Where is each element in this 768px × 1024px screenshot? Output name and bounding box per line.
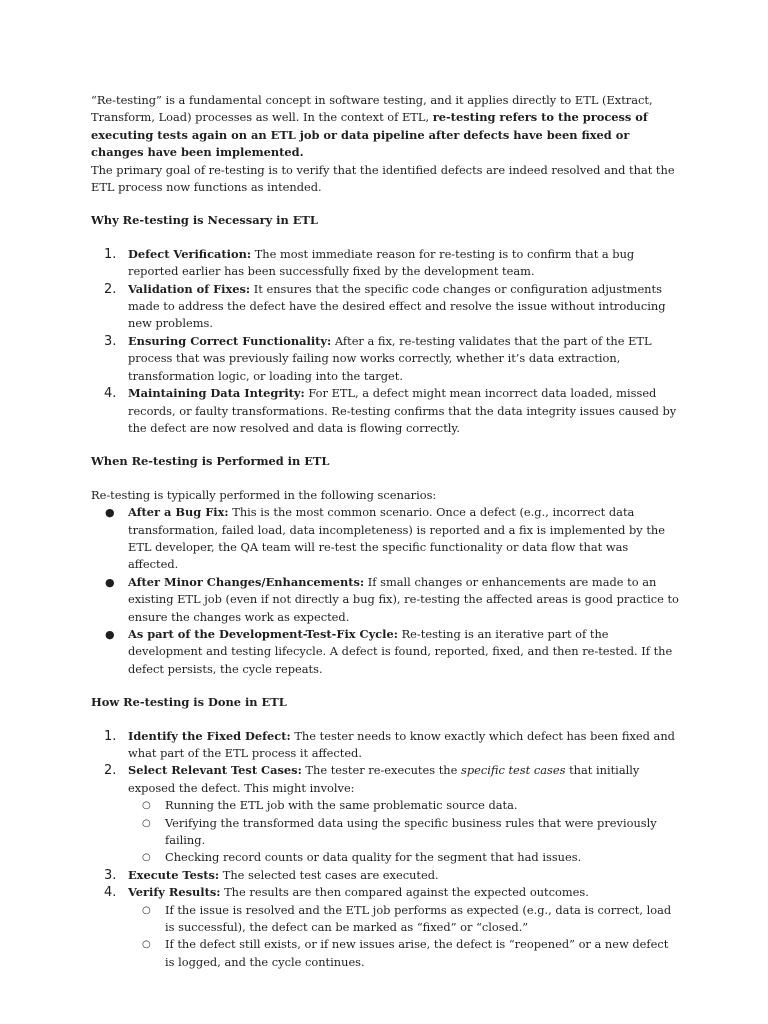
item-title: Defect Verification: — [128, 246, 252, 261]
list-item — [91, 504, 681, 574]
list-item — [91, 884, 681, 971]
list-item — [91, 867, 681, 884]
sub-list-item — [128, 849, 681, 866]
sub-list-item — [128, 815, 681, 850]
when-intro: Re-testing is typically performed in the following scenarios: — [91, 487, 437, 502]
item-text: The most immediate reason for re-testing is to confirm that a bug reported earlier has been successfully fixed by the development team. — [128, 246, 635, 279]
document-body — [91, 92, 681, 971]
sub-list-item — [128, 902, 681, 937]
item-text: The selected test cases are executed. — [219, 867, 439, 882]
circle-bullet-icon: ○ — [142, 939, 151, 951]
item-title: Verify Results: — [128, 885, 221, 900]
sub-item-text: Checking record counts or data quality for the segment that had issues. — [165, 850, 582, 865]
list-item — [91, 246, 681, 281]
list-number: 2. — [104, 281, 117, 297]
item-text: This is the most common scenario. Once a defect (e.g., incorrect data transformation, failed load, data incompleteness) is reported and a fix is implemented by the ETL developer, the QA team will re-test the specific functionality or data flow that was affected. — [128, 505, 666, 572]
sub-item-text: Running the ETL job with the same problematic source data. — [165, 798, 518, 813]
list-number: 2. — [104, 763, 117, 779]
circle-bullet-icon: ○ — [142, 800, 151, 812]
circle-bullet-icon: ○ — [142, 904, 151, 916]
list-number: 4. — [104, 885, 117, 901]
list-number: 3. — [104, 333, 117, 349]
item-title: Select Relevant Test Cases: — [128, 763, 302, 778]
item-title: Maintaining Data Integrity: — [128, 386, 305, 401]
sub-item-text: If the defect still exists, or if new issues arise, the defect is “reopened” or a new defect is logged, and the cycle continues. — [165, 937, 669, 969]
list-item — [91, 574, 681, 626]
list-item — [91, 728, 681, 763]
intro-goal-paragraph: The primary goal of re-testing is to verify that the identified defects are indeed resolved and that the ETL process now functions as intended. — [91, 162, 675, 195]
item-text: The results are then compared against the expected outcomes. — [220, 885, 589, 900]
item-text: The tester re-executes the — [301, 763, 461, 778]
intro-paragraph — [91, 92, 681, 162]
item-title: Execute Tests: — [128, 867, 220, 882]
item-title: After a Bug Fix: — [128, 505, 229, 520]
list-item — [91, 626, 681, 678]
intro-text: “Re-testing” is a fundamental concept in software testing, and it applies directly to ETL (Extract, Transform, Load) processes as well. In the context of ETL, — [91, 93, 653, 125]
sub-item-text: Verifying the transformed data using the specific business rules that were previously failing. — [165, 815, 657, 848]
item-text: The tester needs to know exactly which defect has been fixed and what part of the ETL process it affected. — [128, 728, 675, 760]
item-text-emphasis: specific test cases — [460, 763, 566, 778]
list-item — [91, 385, 681, 437]
sub-list-item — [128, 936, 681, 971]
list-item — [91, 281, 681, 333]
bullet-icon: ● — [105, 627, 115, 641]
list-item — [91, 762, 681, 866]
item-title: After Minor Changes/Enhancements: — [128, 574, 365, 589]
list-number: 3. — [104, 867, 117, 883]
why-list — [91, 246, 681, 437]
item-text: For ETL, a defect might mean incorrect data loaded, missed records, or faulty transformations. Re-testing confirms that the data integrity issues caused by the defect are now resolved and data is flowing correctly. — [128, 386, 677, 435]
item-text: that initially exposed the defect. This might involve: — [128, 763, 640, 795]
how-heading: How Re-testing is Done in ETL — [91, 695, 287, 710]
sub-list-item — [128, 797, 681, 814]
circle-bullet-icon: ○ — [142, 852, 151, 864]
sub-list — [128, 902, 681, 972]
item-title: Validation of Fixes: — [128, 281, 251, 296]
list-item — [91, 333, 681, 385]
bullet-icon: ● — [105, 506, 115, 520]
when-list — [91, 504, 681, 678]
item-text: After a fix, re-testing validates that the part of the ETL process that was previously failing now works correctly, whether it’s data extraction, transformation logic, or loading into the target. — [128, 333, 652, 383]
why-heading: Why Re-testing is Necessary in ETL — [91, 213, 318, 228]
item-text: It ensures that the specific code changes or configuration adjustments made to address the defect have the desired effect and resolve the issue without introducing new problems. — [128, 281, 666, 331]
item-title: Identify the Fixed Defect: — [128, 728, 291, 743]
circle-bullet-icon: ○ — [142, 817, 151, 829]
list-number: 4. — [104, 386, 117, 402]
when-heading: When Re-testing is Performed in ETL — [91, 454, 330, 469]
item-text: If small changes or enhancements are made to an existing ETL job (even if not directly a bug fix), re-testing the affected areas is good practice to ensure the changes work as expected. — [128, 574, 679, 624]
item-title: Ensuring Correct Functionality: — [128, 333, 332, 348]
intro-bold-definition: re-testing refers to the process of executing tests again on an ETL job or data pipeline after defects have been fixed or changes have been implemented. — [91, 110, 648, 160]
how-list — [91, 728, 681, 972]
sub-list — [128, 797, 681, 867]
list-number: 1. — [104, 246, 117, 262]
list-number: 1. — [104, 728, 117, 744]
item-title: As part of the Development-Test-Fix Cycle: — [128, 626, 398, 641]
item-text: Re-testing is an iterative part of the development and testing lifecycle. A defect is found, reported, fixed, and then re-tested. If the defect persists, the cycle repeats. — [128, 626, 673, 676]
bullet-icon: ● — [105, 575, 115, 589]
sub-item-text: If the issue is resolved and the ETL job performs as expected (e.g., data is correct, load is successful), the defect can be marked as “fixed” or “closed.” — [165, 902, 672, 935]
